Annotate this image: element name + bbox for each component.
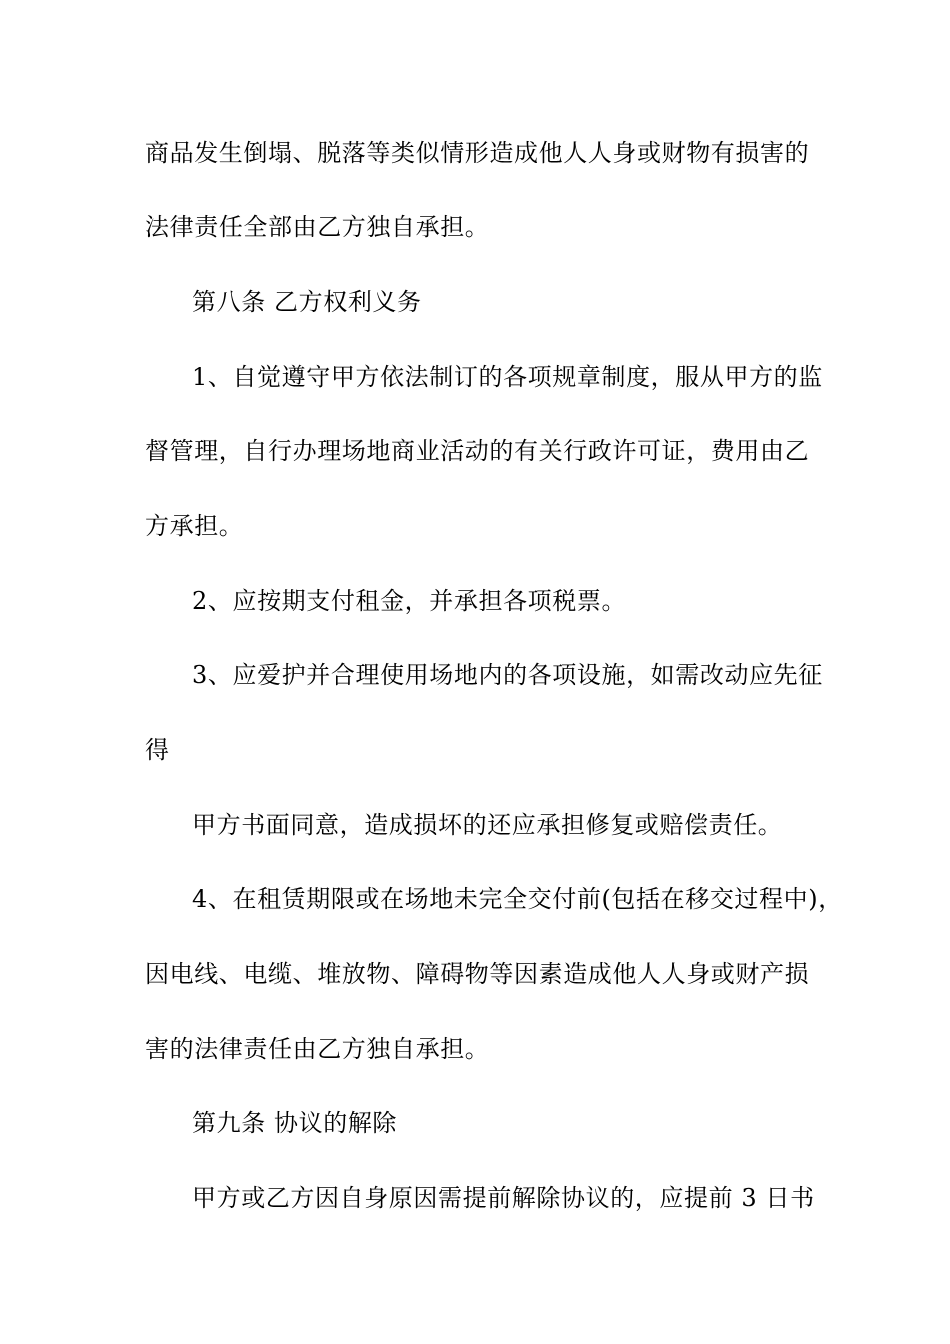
paragraph-line: 害的法律责任由乙方独自承担。 [145, 1035, 490, 1063]
paragraph-line: 商品发生倒塌、脱落等类似情形造成他人人身或财物有损害的 [145, 139, 810, 167]
paragraph-line: 得 [145, 736, 170, 764]
paragraph-line: 方承担。 [145, 512, 244, 540]
paragraph-line: 法律责任全部由乙方独自承担。 [145, 213, 490, 241]
paragraph-line: 甲方或乙方因自身原因需提前解除协议的，应提前 3 日书 [192, 1184, 815, 1212]
paragraph-line: 2、应按期支付租金，并承担各项税票。 [192, 587, 627, 615]
paragraph-line: 1、自觉遵守甲方依法制订的各项规章制度，服从甲方的监 [192, 363, 823, 391]
section-heading-article-8: 第八条 乙方权利义务 [192, 288, 422, 316]
paragraph-line: 3、应爱护并合理使用场地内的各项设施，如需改动应先征 [192, 661, 823, 689]
paragraph-line: 甲方书面同意，造成损坏的还应承担修复或赔偿责任。 [192, 811, 783, 839]
paragraph-line: 因电线、电缆、堆放物、障碍物等因素造成他人人身或财产损 [145, 960, 810, 988]
section-heading-article-9: 第九条 协议的解除 [192, 1109, 398, 1137]
paragraph-line: 督管理，自行办理场地商业活动的有关行政许可证，费用由乙 [145, 437, 810, 465]
paragraph-line: 4、在租赁期限或在场地未完全交付前(包括在移交过程中)， [192, 885, 843, 913]
